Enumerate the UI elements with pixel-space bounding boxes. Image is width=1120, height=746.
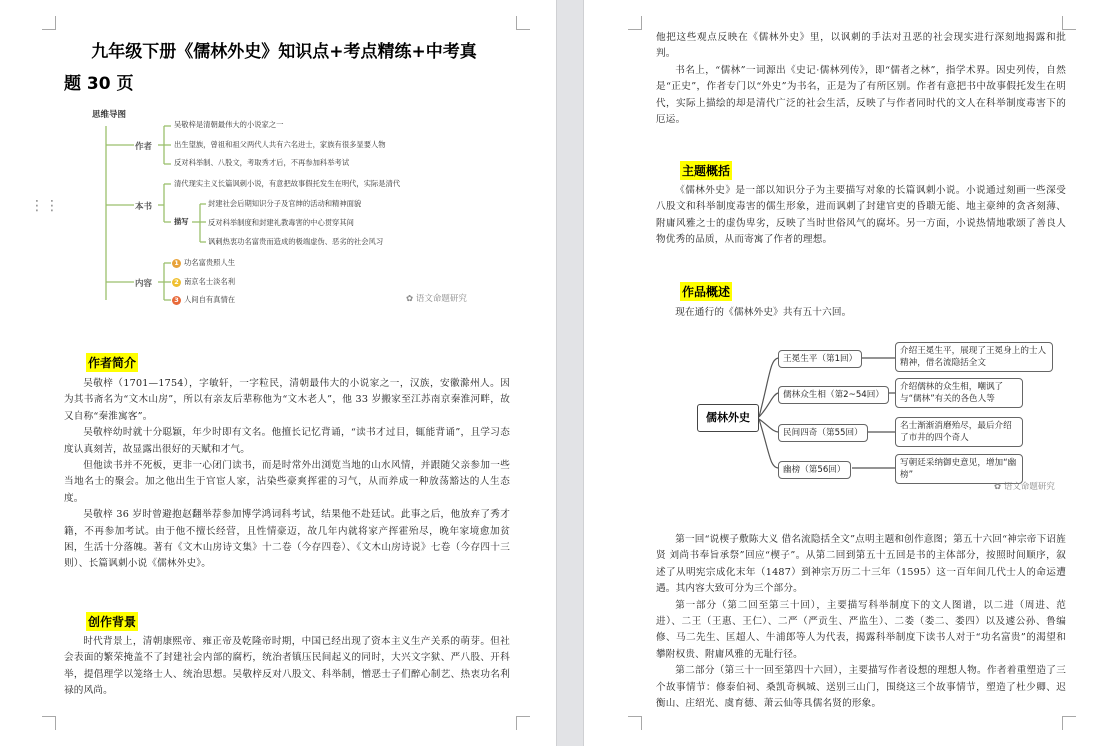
chart-node-wangmian: 王冕生平（第1回） <box>778 350 862 368</box>
document-title <box>64 36 504 100</box>
background-text <box>64 634 510 700</box>
chart-desc-minjian: 名士渐渐消磨殆尽，最后介绍了市井的四个奇人 <box>895 417 1023 447</box>
watermark-text: ✿ 语文命题研究 <box>406 294 467 304</box>
mind-map-content-item-3: 3 人间自有真情在 <box>172 295 235 305</box>
mind-map-branch-book: 本书 <box>135 202 153 212</box>
wechat-icon: ✿ <box>406 294 414 304</box>
chart-center-node: 儒林外史 <box>697 404 759 432</box>
mind-map-book-intro: 清代现实主义长篇讽刺小说，有意把故事假托发生在明代，实际是清代 <box>174 179 401 188</box>
mind-map-author-item-3: 反对科举制、八股文，考取秀才后，不再参加科举考试 <box>174 158 350 167</box>
document-page-left <box>0 0 556 746</box>
author-para-1: 吴敬梓（1701—1754），字敏轩，一字粒民，清朝最伟大的小说家之一，汉族，安徽滁州人。因为其书斋名为“文木山房”，所以有亲友后辈称他为“文木老人”，他 33 岁搬家至江苏南京秦淮河畔，故又自称“秦淮寓客”。 <box>64 378 510 422</box>
mind-map-branch-author: 作者 <box>135 142 153 152</box>
chart-node-youbang: 幽榜（第56回） <box>778 461 851 479</box>
chart-desc-wangmian: 介绍王冕生平，展现了王冕身上的士人精神，借名流隐括全文 <box>895 342 1053 372</box>
mind-map-book-item-2: 反对科举制度和封建礼教毒害的中心贯穿其间 <box>208 218 354 227</box>
chart-desc-rulin: 介绍儒林的众生相，嘲讽了与“儒林”有关的各色人等 <box>895 378 1023 408</box>
book-title-para: 书名上，“儒林”一词源出《史记·儒林列传》，即“儒者之林”，指学术界。因史列传，自然是“正史”，作者专门以“外史”为书名，正是为了有所区别。作者有意把书中故事假托发生在明代，实际上描绘的却是清代广泛的社会生活，反映了与作者同时代的文人在科举制度毒害下的厄运。 <box>656 64 1066 126</box>
page-corner-mark <box>42 716 56 730</box>
heading-background: 创作背景 <box>86 612 138 631</box>
overview-para-2: 第一部分（第二回至第三十回），主要描写科举制度下的文人图谱，以二进（周进、范进）、二王（王惠、王仁）、二严（严贡生、严监生）、二娄（娄二、娄四）以及遽公孙、鲁编修、马二先生、匡超人、牛浦郎等人为代表，揭露科举制度下读书人对于“功名富贵”的渴望和攀附权贵、附庸风雅的无耻行径。 <box>656 599 1066 660</box>
watermark-text: ✿ 语文命题研究 <box>994 482 1055 492</box>
overview-intro-para: 现在通行的《儒林外史》共有五十六回。 <box>675 307 852 318</box>
mind-map-book-item-3: 讽刺热衷功名富贵而造成的极端虚伪、恶劣的社会风习 <box>208 237 384 246</box>
overview-para-3: 第二部分（第三十一回至第四十六回），主要描写作者设想的理想人物。作者着重塑造了三个故事情节：修泰伯祠、桑凯奇枫城、送别三山门，围绕这三个故事情节，塑造了杜少卿、迟衡山、庄绍光、虞育德、萧云仙等具儒名贤的形象。 <box>656 665 1066 710</box>
author-para-2: 吴敬梓幼时就十分聪颖，年少时即有文名。他擅长记忆背诵，“读书才过目，辄能背诵”，且学习态度认真刻苦，故显露出很好的天赋和才气。 <box>64 427 510 455</box>
page-corner-mark <box>628 716 642 730</box>
heading-overview: 作品概述 <box>680 282 732 301</box>
page-corner-mark <box>516 716 530 730</box>
chart-node-rulin: 儒林众生相（第2~54回） <box>778 386 889 404</box>
page-corner-mark <box>628 16 642 30</box>
drag-handle-icon[interactable]: ⋮⋮ <box>30 198 60 214</box>
background-para: 时代背景上，清朝康熙帝、雍正帝及乾隆帝时期，中国已经出现了资本主义生产关系的萌芽。但社会表面的繁荣掩盖不了封建社会内部的腐朽，统治者镇压民间起义的同时，大兴文字狱、严八股、开科举，提倡理学以笼络士人、统治思想。吴敬梓反对八股文、科举制，憎恶士子们醉心制艺、热衷功名利禄的风尚。 <box>64 636 510 697</box>
heading-author-intro: 作者简介 <box>86 353 138 372</box>
chart-node-minjian: 民间四奇（第55回） <box>778 424 868 442</box>
mind-map-book-item-1: 封建社会后期知识分子及官绅的活动和精神面貌 <box>208 199 362 208</box>
page-corner-mark <box>1062 716 1076 730</box>
mind-map-author-item-2: 出生望族，曾祖和祖父两代人共有六名进士，家族有很多显要人物 <box>174 140 386 149</box>
number-badge-2: 2 <box>172 278 181 287</box>
page-corner-mark <box>516 16 530 30</box>
title-line-2: 题 30 页 <box>64 74 134 94</box>
number-badge-3: 3 <box>172 296 181 305</box>
mind-map-title: 思维导图 <box>92 110 127 120</box>
chart-desc-youbang: 写朝廷采纳御史意见，增加“幽榜” <box>895 454 1023 484</box>
page-gutter <box>556 0 584 746</box>
number-badge-1: 1 <box>172 259 181 268</box>
author-para-4: 吴敬梓 36 岁时曾避抱赵翻举荐参加博学鸿词科考试，结果他不赴廷试。此事之后，他放弃了秀才籍，不再参加考试。由于他不擅长经营，且性情豪迈，故几年内就将家产挥霍殆尽，晚年家境愈加贫困，生活十分落魄。著有《文木山房诗文集》十二卷（今存四卷）、《文木山房诗说》七卷（今存四十三则）、长篇讽刺小说《儒林外史》。 <box>64 509 510 570</box>
overview-para-1: 第一回“说楔子敷陈大义 借名流隐括全文”点明主题和创作意图；第五十六回“神宗帝下诏旌贤 刘尚书奉旨承祭”回应“楔子”。从第二回到第五十五回是书的主体部分，按照时间顺序，叙述了从明宪宗成化末年（1487）到神宗万历二十三年（1595）这一百年间几代士人的命运遭遇。其内容大致可分为三个部分。 <box>656 534 1066 595</box>
overview-intro-text <box>656 305 1066 321</box>
author-intro-text <box>64 376 510 573</box>
title-line-1: 九年级下册《儒林外史》知识点+考点精练+中考真 <box>91 42 477 62</box>
heading-theme: 主题概括 <box>680 161 732 180</box>
theme-text <box>656 183 1066 249</box>
overview-text <box>656 532 1066 712</box>
background-continued-para: 他把这些观点反映在《儒林外史》里，以讽刺的手法对丑恶的社会现实进行深刻地揭露和批判。 <box>656 32 1066 60</box>
mind-map-book-sub-label: 描写 <box>174 217 189 226</box>
author-para-3: 但他读书并不死板，更非一心闭门读书，而是时常外出浏览当地的山水风情，并跟随父亲参加一些当地名士的聚会。加之他出生于官宦人家，沾染些豪爽挥霍的习气，从而养成一种放荡豁达的人生态度。 <box>64 460 510 504</box>
mind-map-content-item-2: 2 南京名士淡名利 <box>172 277 235 287</box>
page-corner-mark <box>42 16 56 30</box>
page-corner-mark <box>1062 16 1076 30</box>
mind-map-author-item-1: 吴敬梓是清朝最伟大的小说家之一 <box>174 120 284 129</box>
mind-map-content-item-1: 1 功名富贵照人生 <box>172 258 235 268</box>
mind-map-branch-content: 内容 <box>135 279 153 289</box>
theme-para: 《儒林外史》是一部以知识分子为主要描写对象的长篇讽刺小说。小说通过刻画一些深受八股文和科举制度毒害的儒生形象，进而讽刺了封建官吏的昏聩无能、地主豪绅的贪吝刻薄、附庸风雅之士的虚伪卑劣，反映了当时世俗风气的腐坏。另一方面，小说热情地歌颂了善良人物优秀的品质，从而寄寓了作者的理想。 <box>656 185 1066 246</box>
wechat-icon: ✿ <box>994 482 1002 492</box>
background-continued-text <box>656 30 1066 128</box>
